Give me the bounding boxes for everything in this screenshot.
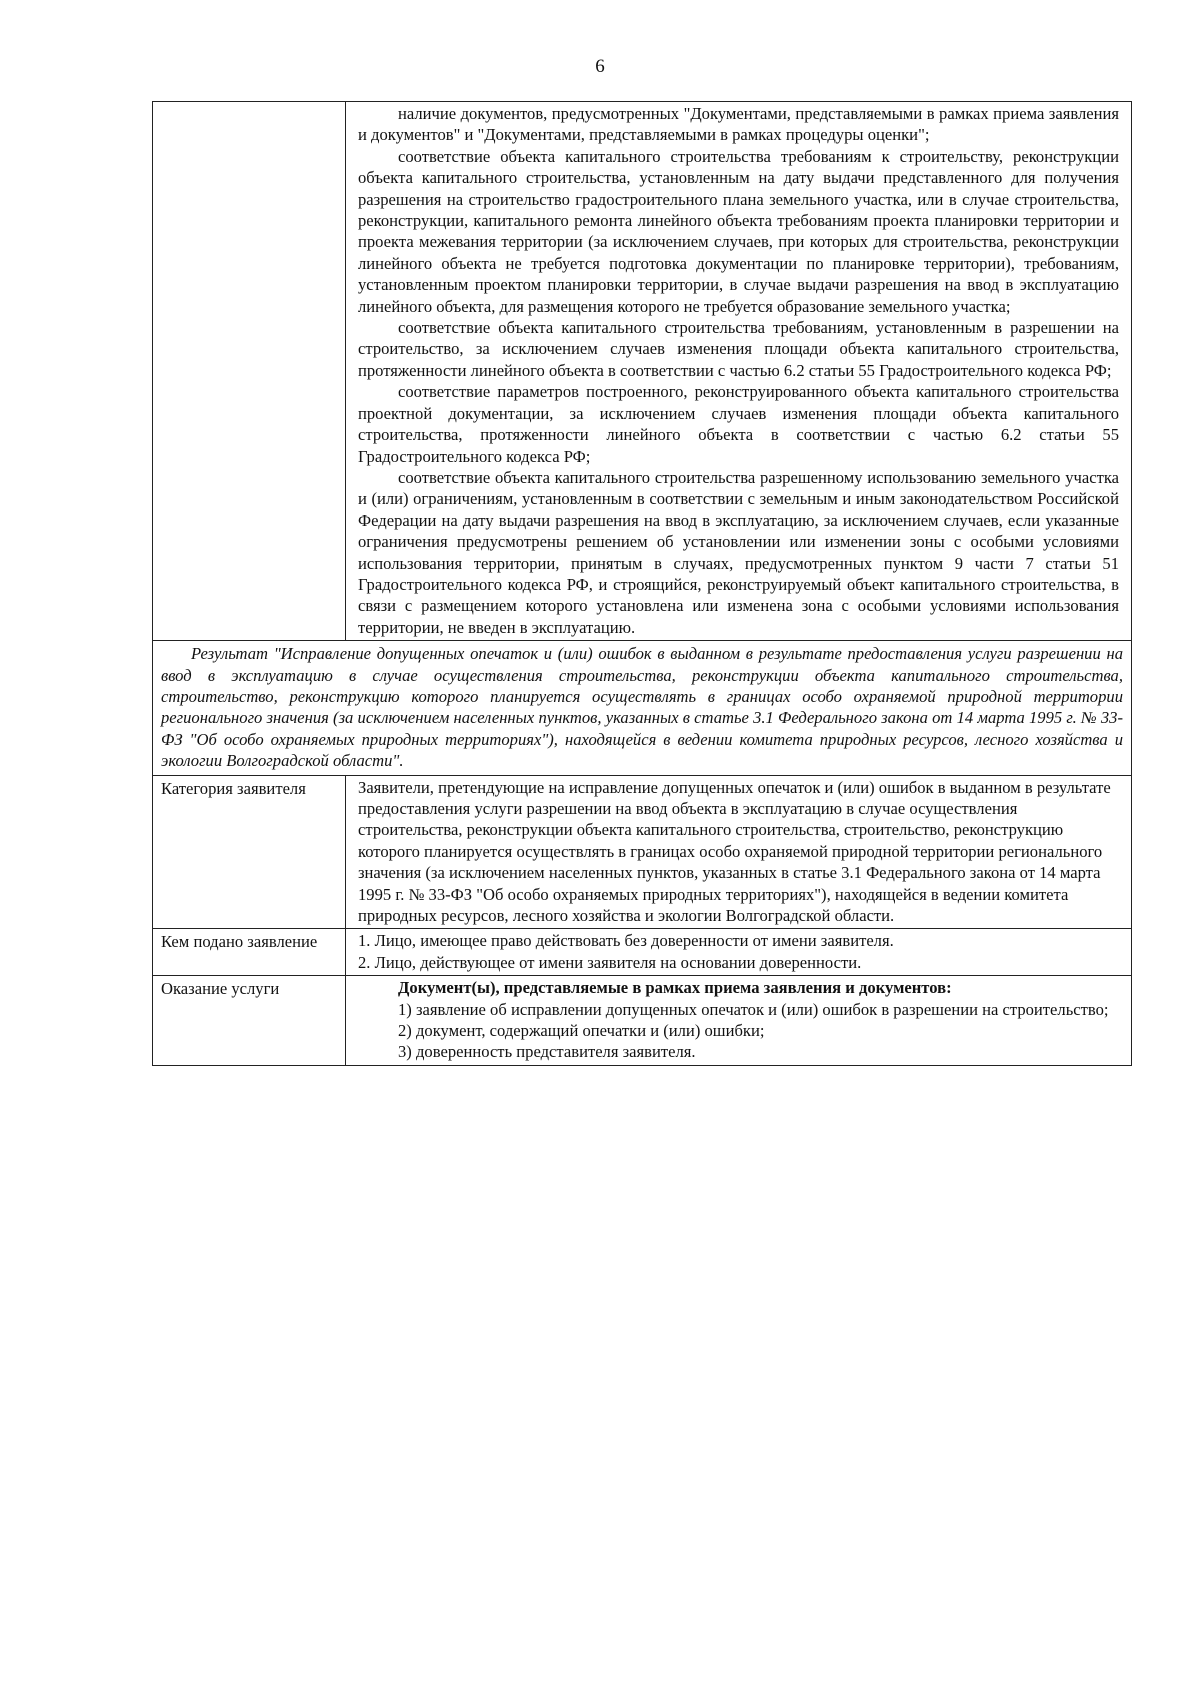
criteria-paragraph: соответствие параметров построенного, реконструированного объекта капитального строительства проектной документации, за исключением случаев изменения площади объекта капитального строительства, протяженности линейного объекта в соответствии с частью 6.2 статьи 55 Градостроительного кодекса РФ;	[358, 382, 1119, 466]
continuation-row	[153, 102, 1132, 641]
submitted-by-row	[153, 929, 1132, 976]
result-heading: Результат "Исправление допущенных опечаток и (или) ошибок в выданном в результате предоставления услуги разрешении на ввод в эксплуатацию в случае осуществления строительства, реконструкции объекта капитального строительства, строительство, реконструкцию которого планируется осуществлять в границах особо охраняемой природной территории регионального значения (за исключением населенных пунктов, указанных в статье 3.1 Федерального закона от 14 марта 1995 г. № 33-ФЗ "Об особо охраняемых природных территориях"), находящейся в ведении комитета природных ресурсов, лесного хозяйства и экологии Волгоградской области".	[161, 644, 1123, 771]
submitted-by-cell	[346, 929, 1132, 976]
applicant-category-text: Заявители, претендующие на исправление допущенных опечаток и (или) ошибок в выданном в результате предоставления услуги разрешении на ввод объекта в эксплуатацию в случае осуществления строительства, реконструкции объекта капитального строительства, строительство, реконструкцию которого планируется осуществлять в границах особо охраняемой природной территории регионального значения (за исключением населенных пунктов, указанных в статье 3.1 Федерального закона от 14 марта 1995 г. № 33-ФЗ "Об особо охраняемых природных территориях"), находящейся в ведении комитета природных ресурсов, лесного хозяйства и экологии Волгоградской области.	[346, 775, 1132, 929]
result-row	[153, 641, 1132, 775]
page-number: 6	[595, 56, 605, 77]
list-item: 2. Лицо, действующее от имени заявителя на основании доверенности.	[358, 952, 862, 972]
service-cell	[346, 976, 1132, 1066]
criteria-paragraph: соответствие объекта капитального строительства разрешенному использованию земельного участка и (или) ограничениям, установленным в соответствии с земельным и иным законодательством Российской Федерации на дату выдачи разрешения на ввод в эксплуатацию, за исключением случаев, если указанные ограничения предусмотрены решением об установлении или изменении зоны с особыми условиями использования территории, принятым в случаях, предусмотренных пунктом 9 части 7 статьи 51 Градостроительного кодекса РФ, и строящийся, реконструируемый объект капитального строительства, в связи с размещением которого установлена или изменена зона с особыми условиями использования территории, не введен в эксплуатацию.	[358, 467, 1119, 637]
applicant-category-label: Категория заявителя	[153, 775, 346, 929]
submitted-by-list	[358, 930, 1119, 973]
applicant-category-row	[153, 775, 1132, 929]
criteria-paragraph: соответствие объекта капитального строительства требованиям, установленным в разрешении на строительство, за исключением случаев изменения площади объекта капитального строительства, протяженности линейного объекта в соответствии с частью 6.2 статьи 55 Градостроительного кодекса РФ;	[358, 318, 1119, 380]
criteria-paragraph: соответствие объекта капитального строительства требованиям к строительству, реконструкции объекта капитального строительства, установленным на дату выдачи представленного для получения разрешения на строительство градостроительного плана земельного участка, или в случае строительства, реконструкции, капитального ремонта линейного объекта требованиям проекта планировки территории и проекта межевания территории (за исключением случаев, при которых для строительства, реконструкции линейного объекта не требуется подготовка документации по планировке территории), требованиям, установленным проектом планировки территории, в случае выдачи разрешения на ввод в эксплуатацию линейного объекта, для размещения которого не требуется образование земельного участка;	[358, 146, 1119, 316]
continuation-text-cell	[346, 102, 1132, 641]
list-item: 1. Лицо, имеющее право действовать без доверенности от имени заявителя.	[358, 931, 894, 951]
continuation-label-cell	[153, 102, 346, 641]
list-item: 1) заявление об исправлении допущенных опечаток и (или) ошибок в разрешении на строительство;	[398, 999, 1109, 1019]
criteria-paragraph: наличие документов, предусмотренных "Документами, представляемыми в рамках приема заявления и документов" и "Документами, представляемыми в рамках процедуры оценки";	[358, 104, 1119, 145]
service-row	[153, 976, 1132, 1066]
service-table	[152, 101, 1132, 1066]
list-item: 2) документ, содержащий опечатки и (или) ошибки;	[398, 1021, 765, 1041]
list-item: 3) доверенность представителя заявителя.	[398, 1042, 696, 1062]
service-documents-heading: Документ(ы), представляемые в рамках приема заявления и документов:	[398, 978, 952, 998]
service-label: Оказание услуги	[153, 976, 346, 1066]
submitted-by-label: Кем подано заявление	[153, 929, 346, 976]
result-heading-cell	[153, 641, 1132, 775]
